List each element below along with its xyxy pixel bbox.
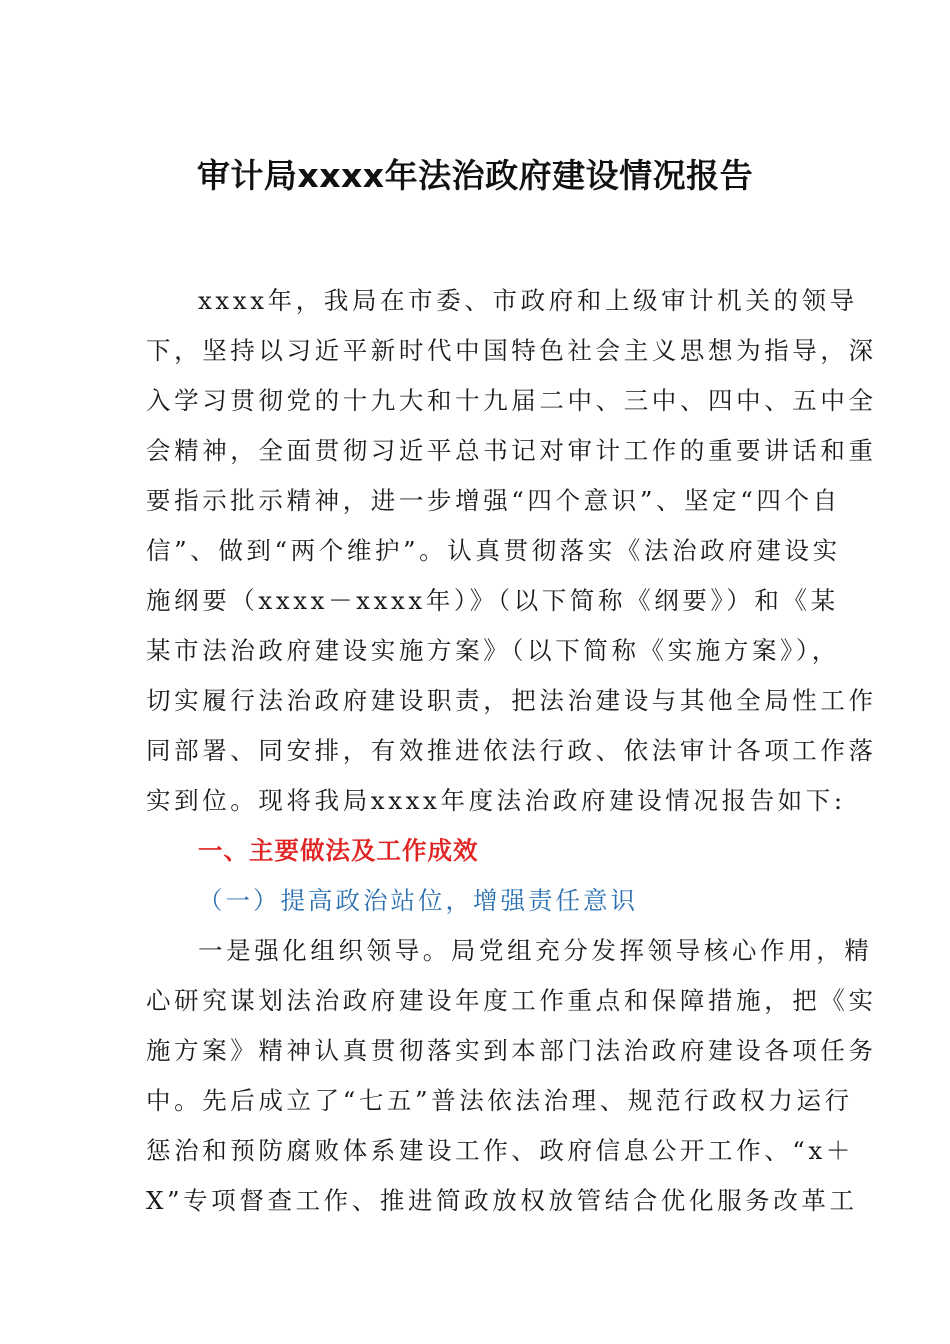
paragraph-line: 施纲要（xxxx－xxxx年）》（以下简称《纲要》）和《某 [146,586,839,615]
document-body [146,276,877,1226]
paragraph-line: 会精神，全面贯彻习近平总书记对审计工作的重要讲话和重 [146,436,877,465]
paragraph-line: 惩治和预防腐败体系建设工作、政府信息公开工作、“x＋ [146,1136,854,1165]
paragraph-line: 施方案》精神认真贯彻落实到本部门法治政府建设各项任务 [146,1036,877,1065]
paragraph-line: X”专项督查工作、推进简政放权放管结合优化服务改革工 [146,1186,858,1215]
subsection-heading: （一）提高政治站位，增强责任意识 [198,886,638,915]
paragraph-line: 要指示批示精神，进一步增强“四个意识”、坚定“四个自 [146,486,841,515]
paragraph-line: 实到位。现将我局xxxx年度法治政府建设情况报告如下: [146,786,846,815]
paragraph-line: 信”、做到“两个维护”。认真贯彻落实《法治政府建设实 [146,536,841,565]
paragraph-line: 下，坚持以习近平新时代中国特色社会主义思想为指导，深 [146,336,877,365]
paragraph-line: 一是强化组织领导。局党组充分发挥领导核心作用，精 [198,936,873,965]
paragraph-line: 入学习贯彻党的十九大和十九届二中、三中、四中、五中全 [146,386,877,415]
paragraph-line: 中。先后成立了“七五”普法依法治理、规范行政权力运行 [146,1086,853,1115]
paragraph-line: 心研究谋划法治政府建设年度工作重点和保障措施，把《实 [146,986,877,1015]
paragraph-line: 某市法治政府建设实施方案》（以下简称《实施方案》）， [146,636,840,665]
paragraph-line: xxxx年，我局在市委、市政府和上级审计机关的领导 [198,286,858,315]
paragraph-line: 切实履行法治政府建设职责，把法治建设与其他全局性工作 [146,686,877,715]
paragraph-line: 同部署、同安排，有效推进依法行政、依法审计各项工作落 [146,736,877,765]
document-title: 审计局xxxx年法治政府建设情况报告 [196,156,754,195]
section-heading: 一、主要做法及工作成效 [198,836,479,865]
